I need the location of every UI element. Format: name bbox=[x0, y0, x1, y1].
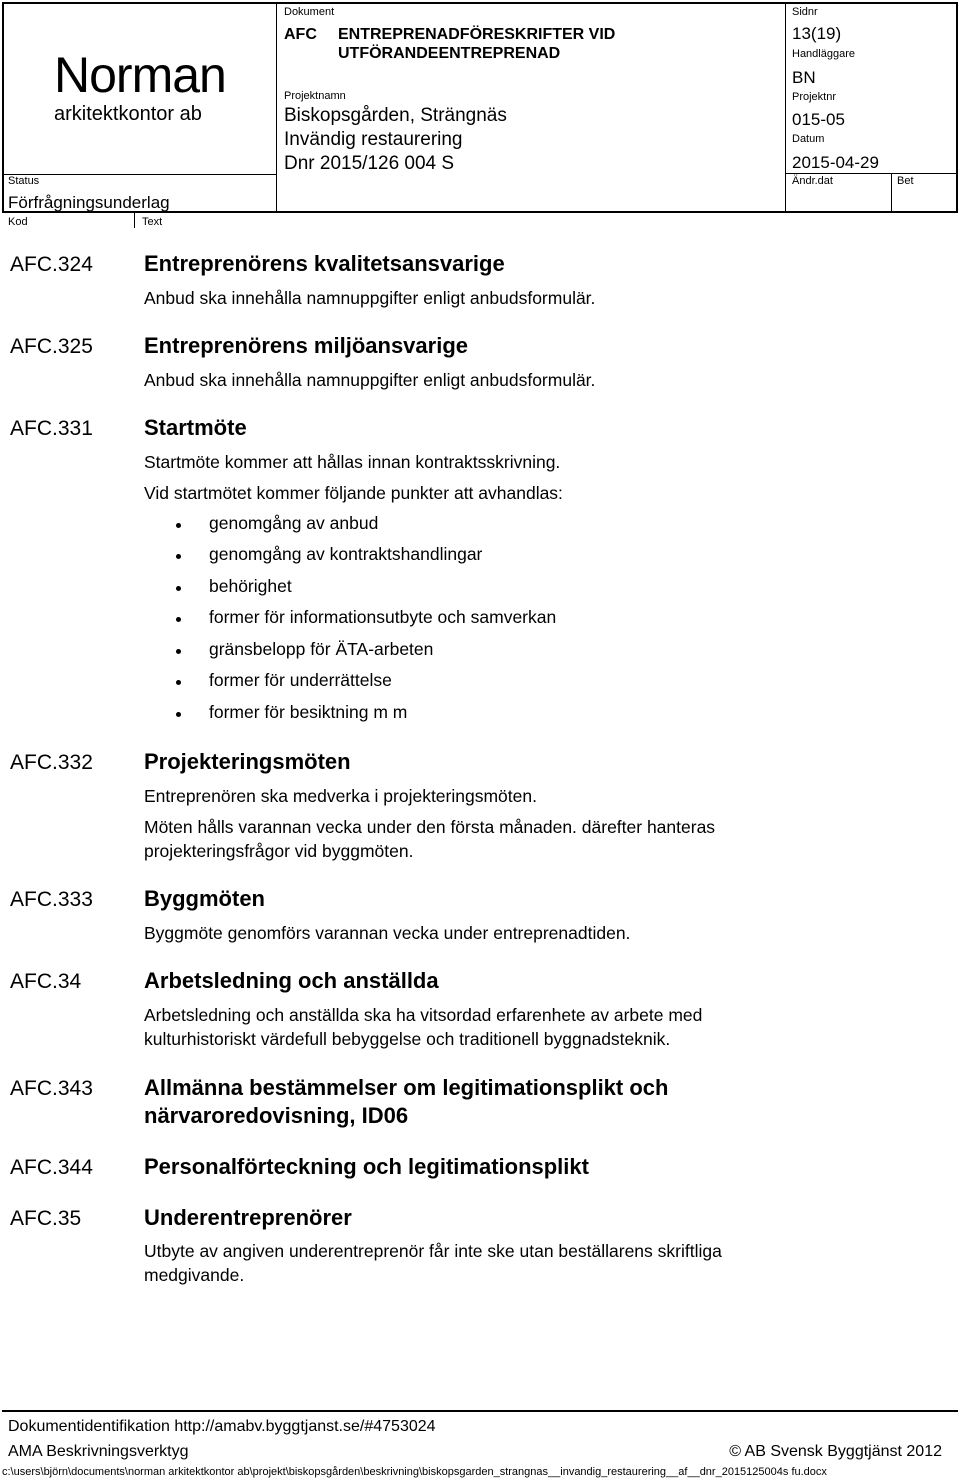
list-item: genomgång av anbud bbox=[209, 513, 379, 533]
logo-subtitle: arkitektkontor ab bbox=[54, 103, 202, 125]
section-title-332: Projekteringsmöten bbox=[144, 749, 351, 774]
section-text-332-3: projekteringsfrågor vid byggmöten. bbox=[144, 841, 414, 861]
bullet-dot bbox=[176, 554, 181, 559]
section-text-331-1: Startmöte kommer att hållas innan kontraktsskrivning. bbox=[144, 452, 561, 472]
list-item: genomgång av kontraktshandlingar bbox=[209, 544, 483, 564]
section-code-35: AFC.35 bbox=[10, 1207, 82, 1230]
list-item: behörighet bbox=[209, 576, 292, 596]
doc-title-line-1: ENTREPRENADFÖRESKRIFTER VID bbox=[338, 26, 616, 43]
section-title-331: Startmöte bbox=[144, 415, 247, 440]
datum-label: Datum bbox=[792, 133, 825, 145]
section-text-333: Byggmöte genomförs varannan vecka under entreprenadtiden. bbox=[144, 923, 631, 943]
section-title-343-1: Allmänna bestämmelser om legitimationsplikt och bbox=[144, 1075, 669, 1100]
bullet-dot bbox=[176, 523, 181, 528]
footer-tool: AMA Beskrivningsverktyg bbox=[8, 1443, 189, 1460]
project-name-line-1: Biskopsgården, Strängnäs bbox=[284, 105, 507, 126]
dokument-label: Dokument bbox=[284, 6, 335, 18]
section-text-35-2: medgivande. bbox=[144, 1265, 245, 1285]
section-code-331: AFC.331 bbox=[10, 417, 93, 440]
andr-label: Ändr.dat bbox=[792, 175, 833, 187]
footer-divider bbox=[2, 1410, 958, 1412]
section-code-325: AFC.325 bbox=[10, 335, 93, 358]
project-name-line-2: Invändig restaurering bbox=[284, 129, 463, 150]
project-name-line-3: Dnr 2015/126 004 S bbox=[284, 153, 455, 174]
bet-label: Bet bbox=[897, 175, 914, 187]
datum-value: 2015-04-29 bbox=[792, 153, 879, 172]
bullet-dot bbox=[176, 617, 181, 622]
sidnr-value: 13(19) bbox=[792, 24, 842, 43]
section-code-324: AFC.324 bbox=[10, 253, 93, 276]
handlaggare-label: Handläggare bbox=[792, 48, 855, 60]
section-code-344: AFC.344 bbox=[10, 1156, 93, 1179]
status-value: Förfrågningsunderlag bbox=[8, 193, 170, 212]
sidnr-label: Sidnr bbox=[792, 6, 818, 18]
section-title-35: Underentreprenörer bbox=[144, 1205, 352, 1230]
bullet-dot bbox=[176, 586, 181, 591]
logo-name: Norman bbox=[54, 47, 226, 103]
section-code-333: AFC.333 bbox=[10, 888, 93, 911]
section-text-331-2: Vid startmötet kommer följande punkter att avhandlas: bbox=[144, 483, 563, 503]
section-title-343-2: närvaroredovisning, ID06 bbox=[144, 1103, 409, 1128]
projektnr-label: Projektnr bbox=[792, 91, 837, 103]
section-code-34: AFC.34 bbox=[10, 970, 82, 993]
list-item: former för besiktning m m bbox=[209, 702, 408, 722]
section-text-332-1: Entreprenören ska medverka i projekteringsmöten. bbox=[144, 786, 537, 806]
section-title-324: Entreprenörens kvalitetsansvarige bbox=[144, 251, 505, 276]
list-item: gränsbelopp för ÄTA-arbeten bbox=[209, 639, 434, 659]
list-item: former för informationsutbyte och samverkan bbox=[209, 607, 557, 627]
section-text-332-2: Möten hålls varannan vecka under den första månaden. därefter hanteras bbox=[144, 817, 716, 837]
section-code-343: AFC.343 bbox=[10, 1077, 93, 1100]
section-text-34-2: kulturhistoriskt värdefull bebyggelse och traditionell byggnadsteknik. bbox=[144, 1029, 671, 1049]
section-title-325: Entreprenörens miljöansvarige bbox=[144, 333, 468, 358]
section-code-332: AFC.332 bbox=[10, 751, 93, 774]
section-text-35-1: Utbyte av angiven underentreprenör får inte ske utan beställarens skriftliga bbox=[144, 1241, 722, 1261]
status-label: Status bbox=[8, 175, 40, 187]
handlaggare-value: BN bbox=[792, 68, 816, 87]
projektnamn-label: Projektnamn bbox=[284, 90, 346, 102]
section-text-324: Anbud ska innehålla namnuppgifter enligt anbudsformulär. bbox=[144, 288, 596, 308]
section-text-34-1: Arbetsledning och anställda ska ha vitsordad erfarenhete av arbete med bbox=[144, 1005, 703, 1025]
section-title-344: Personalförteckning och legitimationsplikt bbox=[144, 1154, 589, 1179]
section-title-34: Arbetsledning och anställda bbox=[144, 968, 439, 993]
bullet-dot bbox=[176, 712, 181, 717]
bullet-dot bbox=[176, 649, 181, 654]
text-label: Text bbox=[142, 216, 163, 228]
footer-file-path: c:\users\björn\documents\norman arkitektkontor ab\projekt\biskopsgården\beskrivning\biskopsgarden_strangnas__invandig_restaurering__af__dnr_2015125004s fu.docx bbox=[2, 1466, 827, 1478]
section-text-325: Anbud ska innehålla namnuppgifter enligt anbudsformulär. bbox=[144, 370, 596, 390]
footer-doc-id: Dokumentidentifikation http://amabv.byggtjanst.se/#4753024 bbox=[8, 1418, 436, 1435]
footer-copyright: © AB Svensk Byggtjänst 2012 bbox=[729, 1443, 942, 1460]
doc-title-line-2: UTFÖRANDEENTREPRENAD bbox=[338, 45, 561, 62]
list-item: former för underrättelse bbox=[209, 670, 392, 690]
doc-code: AFC bbox=[284, 26, 317, 43]
bullet-dot bbox=[176, 680, 181, 685]
projektnr-value: 015-05 bbox=[792, 110, 845, 129]
section-title-333: Byggmöten bbox=[144, 886, 265, 911]
kod-label: Kod bbox=[8, 216, 28, 228]
